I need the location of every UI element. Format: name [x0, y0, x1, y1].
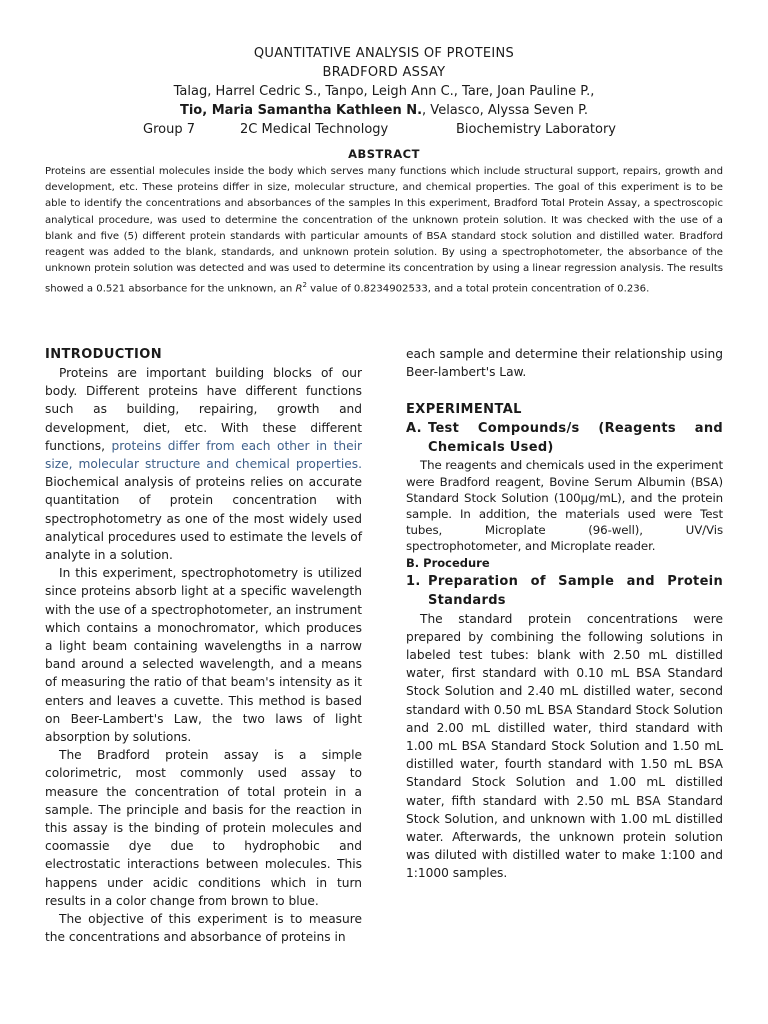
affiliation-line — [0, 120, 768, 139]
paper-header — [0, 44, 768, 139]
abstract-text-part-1: Proteins are essential molecules inside the body which serves many functions which include structural support, repairs, growth and development, etc. These proteins differ in size, molecular structure, and chemical properties. The goal of this experiment is to be able to identify the concentrations and absorbances of the samples In this experiment, Bradford Total Protein Assay, a spectroscopic analytical procedure, was used to determine the concentration of the unknown protein solution. It was checked with the use of a blank and five (5) different protein standards with particular amounts of BSA standard stock solution and distilled water. Bradford reagent was added to the blank, standards, and unknown protein solution. By using a spectrophotometer, the absorbance of the unknown protein solution was detected and was used to determine its concentration by using a linear regression analysis. The results showed a 0.521 absorbance for the unknown, an — [45, 166, 723, 295]
right-column — [406, 345, 723, 883]
paper-title-line-1: QUANTITATIVE ANALYSIS OF PROTEINS — [253, 46, 515, 61]
intro-paragraph-4-continued: each sample and determine their relationship using Beer-lambert's Law. — [406, 347, 723, 380]
left-column — [45, 345, 362, 947]
section-a-heading — [406, 419, 723, 457]
step-1-text: The standard protein concentrations were prepared by combining the following solutions in labeled test tubes: blank with 2.50 mL distilled water, first standard with 0.10 mL BSA Standard Stock Solution and 2.40 mL distilled water, second standard with 0.50 mL BSA Standard Stock Solution and 2.00 mL distilled water, third standard with 1.00 mL BSA Standard Stock Solution and 1.50 mL distilled water, fourth standard with 1.50 mL BSA Standard Stock Solution and 1.00 mL distilled water, fifth standard with 2.50 mL BSA Standard Stock Solution, and unknown with 1.00 mL distilled water. Afterwards, the unknown protein solution was diluted with distilled water to make 1:100 and 1:1000 samples. — [406, 611, 723, 881]
author-bold: Tio, Maria Samantha Kathleen N. — [179, 103, 423, 118]
r-squared-symbol: R — [295, 283, 303, 295]
intro-paragraph-3: The Bradford protein assay is a simple colorimetric, most commonly used assay to measure the concentration of total protein in a sample. The principle and basis for the reaction in this assay is the binding of protein molecules and coomassie dye due to hydrophobic and electrostatic interactions between molecules. This happens under acidic conditions which in turn results in a color change from brown to blue. — [45, 748, 362, 908]
intro-paragraph-4: The objective of this experiment is to measure the concentrations and absorbance of proteins in — [45, 912, 362, 945]
intro-p1-start: Proteins are important building blocks of our body. Different proteins have different functions such as building, repairing, growth and development, diet, etc. With these different functions, — [45, 366, 362, 453]
abstract-section — [45, 147, 723, 298]
step-1-heading — [406, 572, 723, 610]
authors-line-1: Talag, Harrel Cedric S., Tanpo, Leigh Ann C., Tare, Joan Pauline P., — [173, 84, 595, 99]
abstract-text-part-2: value of 0.8234902533, and a total protein concentration of 0.236. — [306, 283, 650, 295]
step-1-number: 1. — [406, 573, 421, 589]
r-squared-exponent: 2 — [302, 281, 307, 290]
section-b-heading: B. Procedure — [406, 555, 490, 570]
intro-paragraph-1 — [45, 364, 362, 564]
intro-p1-highlight: proteins differ from each other in their size, molecular structure and chemical properties. — [45, 438, 362, 472]
authors-rest: , Velasco, Alyssa Seven P. — [422, 103, 589, 118]
program-name: 2C Medical Technology — [240, 122, 389, 137]
abstract-heading: ABSTRACT — [348, 147, 420, 161]
section-a-title: Test Compounds/s (Reagents and Chemicals Used) — [428, 421, 723, 456]
intro-p1-end: Biochemical analysis of proteins relies on accurate quantitation of protein concentration with spectrophotometry as one of the most widely used analytical procedures used to estimate the levels of analyte in a solution. — [45, 475, 362, 563]
abstract-text — [45, 164, 723, 298]
group-number: Group 7 — [143, 122, 195, 137]
intro-paragraph-2: In this experiment, spectrophotometry is utilized since proteins absorb light at a specific wavelength with the use of a spectrophotometer, an instrument which contains a monochromator, which produces a light beam containing wavelengths in a narrow band around a selected wavelength, and a means of measuring the ratio of that beam's intensity as it enters and leaves a cuvette. This method is based on Beer-Lambert's Law, the two laws of light absorption by solutions. — [45, 566, 362, 745]
section-a-text: The reagents and chemicals used in the experiment were Bradford reagent, Bovine Serum Albumin (BSA) Standard Stock Solution (100μg/mL), and the protein sample. In addition, the materials used were Test tubes, Microplate (96-well), UV/Vis spectrophotometer, and Microplate reader. — [406, 458, 723, 554]
experimental-heading: EXPERIMENTAL — [406, 402, 522, 418]
introduction-heading: INTRODUCTION — [45, 347, 162, 362]
paper-title-line-2: BRADFORD ASSAY — [322, 65, 446, 80]
authors-line-2 — [0, 101, 768, 120]
laboratory-name: Biochemistry Laboratory — [456, 122, 616, 137]
section-a-number: A. — [406, 421, 422, 437]
step-1-title: Preparation of Sample and Protein Standards — [428, 573, 723, 608]
